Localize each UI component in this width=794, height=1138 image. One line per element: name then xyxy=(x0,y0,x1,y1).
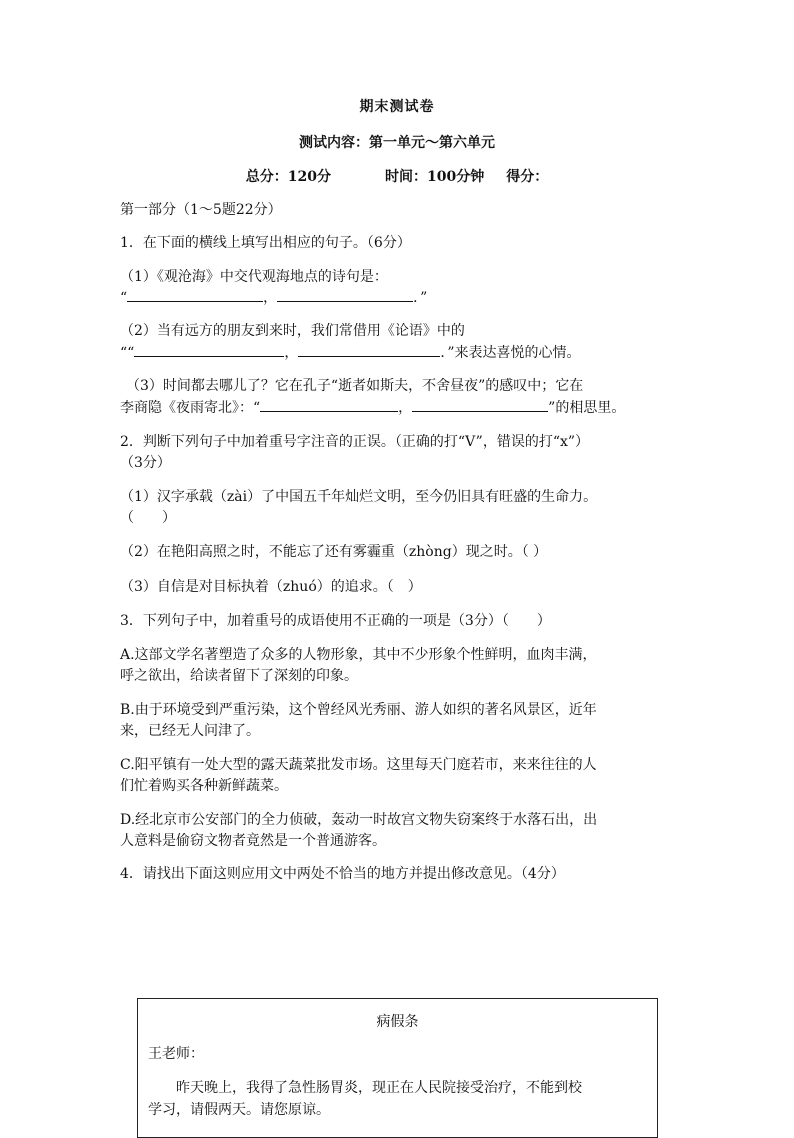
q1-sub2-text: （2）当有远方的朋友到来时，我们常借用《论语》中的 xyxy=(120,323,465,339)
q3-option-c-line1: C.阳平镇有一处大型的露天蔬菜批发市场。这里每天门庭若市，来来往往的人 xyxy=(120,757,597,773)
q2-sub3-text: （3）自信是对目标执着（zhuó）的追求。（ ） xyxy=(120,579,422,595)
q2-stem-score: （3分） xyxy=(120,455,171,471)
total-score: 总分：120分 xyxy=(245,169,331,185)
q3-option-c-line2: 们忙着购买各种新鲜蔬菜。 xyxy=(120,778,288,794)
q2-sub1-text: （1）汉字承载（zài）了中国五千年灿烂文明，至今仍旧具有旺盛的生命力。 xyxy=(120,489,598,505)
q1-stem: 1．在下面的横线上填写出相应的句子。（6分） xyxy=(120,235,411,251)
got-score: 得分： xyxy=(506,169,549,185)
q1-sub3-text: （3）时间都去哪儿了？它在孔子“逝者如斯夫，不舍昼夜”的感叹中；它在 xyxy=(126,378,584,394)
score-line xyxy=(0,166,794,186)
page-title: 期末测试卷 xyxy=(359,99,435,115)
q3-option-a-line1: A.这部文学名著塑造了众多的人物形象，其中不少形象个性鲜明，血肉丰满， xyxy=(120,647,597,663)
q1-sub1-text: （1）《观沧海》中交代观海地点的诗句是： xyxy=(120,269,388,285)
answer-blank[interactable] xyxy=(127,287,263,302)
note-body-line1: 昨天晚上，我得了急性肠胃炎，现正在人民院接受治疗，不能到校 xyxy=(176,1080,582,1096)
q2-stem: 2．判断下列句子中加着重号字注音的正误。（正确的打“V”，错误的打“x”） xyxy=(120,434,590,450)
answer-blank[interactable] xyxy=(277,287,413,302)
exam-time: 时间：100分钟 xyxy=(385,169,485,185)
q3-option-a-line2: 呼之欲出，给读者留下了深刻的印象。 xyxy=(120,668,358,684)
answer-blank[interactable] xyxy=(298,342,440,357)
q3-option-b-line1: B.由于环境受到严重污染，这个曾经风光秀丽、游人如织的著名风景区，近年 xyxy=(120,702,597,718)
q1-sub1-answer: “ ， ．” xyxy=(120,287,680,308)
q2-sub2-text: （2）在艳阳高照之时，不能忘了还有雾霾重（zhòng）现之时。（ ） xyxy=(120,544,548,560)
note-salutation: 王老师： xyxy=(148,1046,204,1062)
note-body-line2: 学习，请假两天。请您原谅。 xyxy=(148,1102,330,1118)
answer-blank[interactable] xyxy=(412,397,548,412)
sick-leave-note-box xyxy=(137,998,658,1138)
answer-blank[interactable] xyxy=(134,342,284,357)
q3-option-d-line1: D.经北京市公安部门的全力侦破，轰动一时故宫文物失窃案终于水落石出，出 xyxy=(120,812,598,828)
q3-stem: 3．下列句子中，加着重号的成语使用不正确的一项是（3分）（ ） xyxy=(120,613,551,629)
q4-stem: 4．请找出下面这则应用文中两处不恰当的地方并提出修改意见。（4分） xyxy=(120,866,565,882)
q1-sub3-answer: 李商隐《夜雨寄北》：“ ， ”的相思里。 xyxy=(120,397,680,418)
q2-sub1-paren[interactable]: （ ） xyxy=(120,510,176,526)
q1-sub2-answer: ““ ， ．”来表达喜悦的心情。 xyxy=(120,342,680,363)
note-title: 病假条 xyxy=(376,1014,419,1030)
answer-blank[interactable] xyxy=(260,397,398,412)
q3-option-b-line2: 来，已经无人问津了。 xyxy=(120,723,260,739)
page-subtitle: 测试内容：第一单元～第六单元 xyxy=(299,135,495,151)
q3-option-d-line2: 人意料是偷窃文物者竟然是一个普通游客。 xyxy=(120,833,386,849)
part1-heading: 第一部分（1～5题22分） xyxy=(120,202,282,218)
